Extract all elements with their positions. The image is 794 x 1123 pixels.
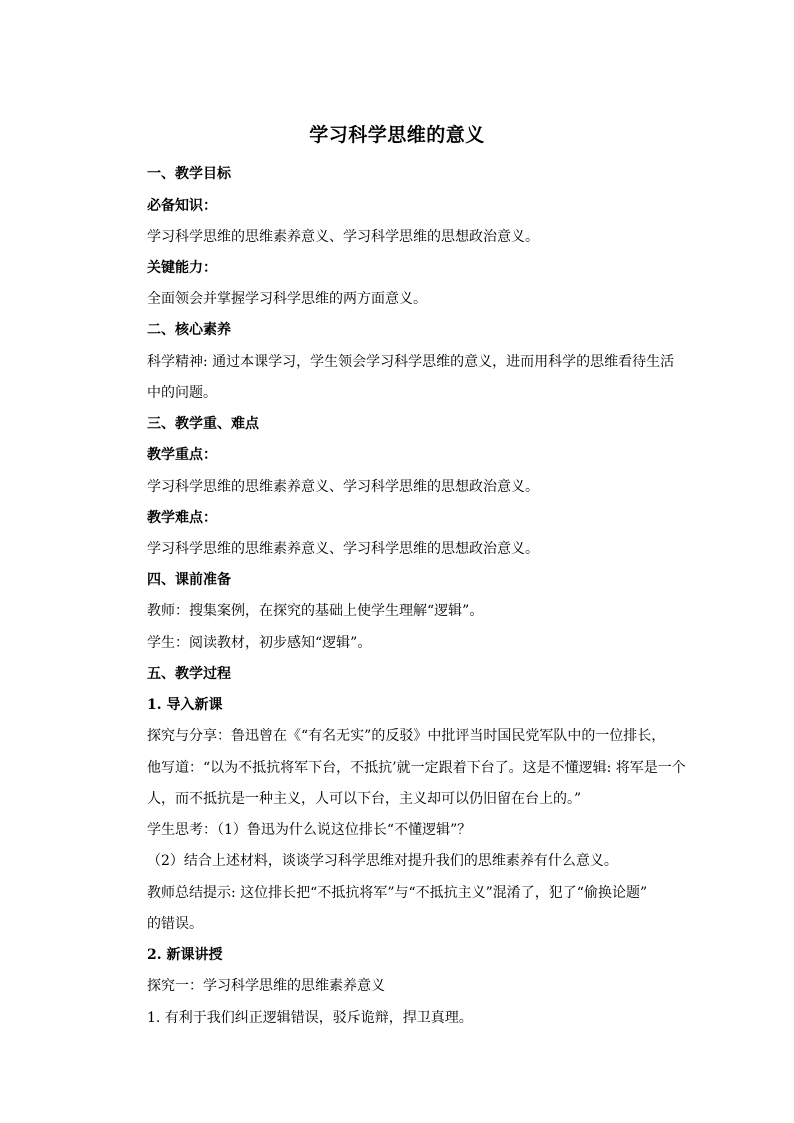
paragraph-student-thinking: 学生思考：（1）鲁迅为什么说这位排长“不懂逻辑”？ bbox=[147, 822, 472, 838]
paragraph-explore-one: 探究一：学习科学思维的思维素养意义 bbox=[147, 978, 385, 994]
paragraph-teacher-summary: 教师总结提示: 这位排长把“不抵抗将军”与“不抵抗主义”混淆了，犯了“偷换论题” bbox=[147, 885, 648, 901]
subheading-key-ability: 关键能力： bbox=[147, 260, 217, 276]
paragraph-point-one: 1. 有利于我们纠正逻辑错误，驳斥诡辩，捍卫真理。 bbox=[147, 1010, 473, 1026]
paragraph-focus: 学习科学思维的思维素养意义、学习科学思维的思想政治意义。 bbox=[147, 479, 539, 495]
paragraph-explore-share-cont1: 他写道：“以为不抵抗将军下台，不抵抗’就一定跟着下台了。这是不懂逻辑: 将军是一个 bbox=[147, 760, 686, 776]
document-title: 学习科学思维的意义 bbox=[309, 124, 485, 146]
paragraph-question-2: （2）结合上述材料，谈谈学习科学思维对提升我们的思维素养有什么意义。 bbox=[147, 853, 618, 869]
paragraph-difficulty: 学习科学思维的思维素养意义、学习科学思维的思想政治意义。 bbox=[147, 541, 539, 557]
paragraph-scientific-spirit-cont: 中的问题。 bbox=[147, 385, 217, 401]
paragraph-student-prep: 学生：阅读教材，初步感知“逻辑”。 bbox=[147, 635, 372, 651]
subheading-required-knowledge: 必备知识： bbox=[147, 198, 217, 214]
paragraph-scientific-spirit: 科学精神: 通过本课学习，学生领会学习科学思维的意义，进而用科学的思维看待生活 bbox=[147, 354, 675, 370]
paragraph-explore-share: 探究与分享：鲁迅曾在《“有名无实”的反驳》中批评当时国民党军队中的一位排长， bbox=[147, 728, 666, 744]
paragraph-teacher-summary-cont: 的错误。 bbox=[147, 916, 203, 932]
paragraph-ability: 全面领会并掌握学习科学思维的两方面意义。 bbox=[147, 291, 427, 307]
paragraph-knowledge: 学习科学思维的思维素养意义、学习科学思维的思想政治意义。 bbox=[147, 229, 539, 245]
heading-key-points: 三、教学重、难点 bbox=[147, 416, 259, 432]
paragraph-explore-share-cont2: 人，而不抵抗是一种主义，人可以下台，主义却可以仍旧留在台上的。” bbox=[147, 791, 582, 807]
heading-preparation: 四、课前准备 bbox=[147, 572, 231, 588]
subheading-intro: 1. 导入新课 bbox=[147, 697, 223, 713]
paragraph-teacher-prep: 教师：搜集案例，在探究的基础上使学生理解“逻辑”。 bbox=[147, 603, 484, 619]
subheading-new-lesson: 2. 新课讲授 bbox=[147, 947, 223, 963]
heading-core-literacy: 二、核心素养 bbox=[147, 322, 231, 338]
heading-teaching-process: 五、教学过程 bbox=[147, 666, 231, 682]
subheading-teaching-difficulty: 教学难点： bbox=[147, 510, 217, 526]
subheading-teaching-focus: 教学重点： bbox=[147, 447, 217, 463]
heading-teaching-goals: 一、教学目标 bbox=[147, 166, 231, 182]
